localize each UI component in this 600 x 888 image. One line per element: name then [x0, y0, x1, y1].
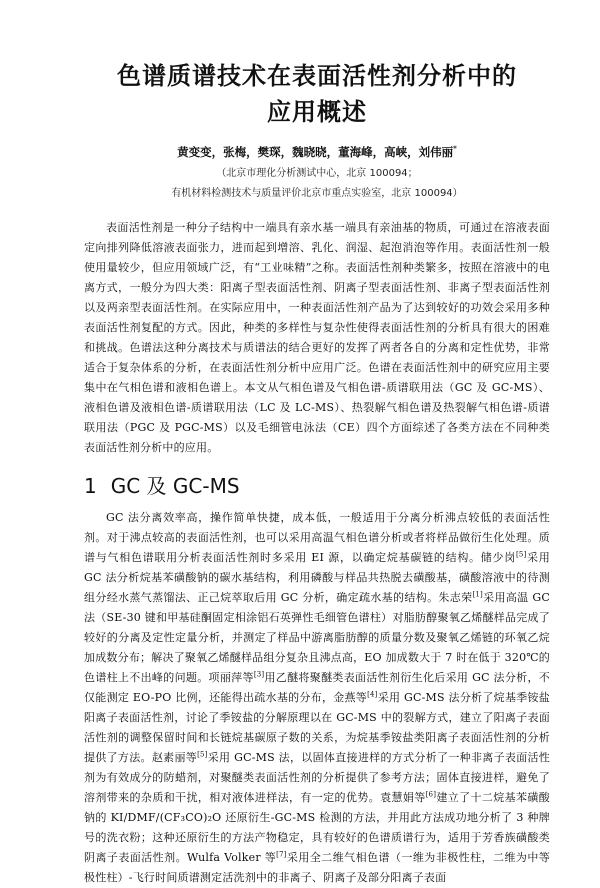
citation: [4] [367, 690, 378, 699]
citation: [5] [197, 750, 208, 759]
author-list [84, 144, 550, 160]
body-text: 采用 GC-MS 法，以固体直接进样的方式分析了一种非离子表面活性剂为有效成分的防蜡剂，对聚醚类表面活性剂的分析提供了参考方法；固体直接进样，避免了溶剂带来的杂质和干扰，相对液体进样法，有一定的优势。袁慧娟等 [84, 751, 551, 804]
body-text: 采用高温 GC 法（SE-30 键和甲基硅酮固定相涂铝石英弹性毛细管色谱柱）对脂肪醇聚氧乙烯醚样品完成了较好的分离及定性定量分析，并测定了样品中游离脂肪醇的质量分数及聚氧乙烯链的环氧乙烷加成数分布；解决了聚氧乙烯醚样品组分复杂且沸点高，EO 加成数大于 7 时在低于 320℃的色谱柱上不出峰的问题。项丽萍等 [84, 591, 550, 684]
section-number: 1 [84, 474, 97, 498]
body-text: 采用 GC-MS 法分析了烷基季铵盐阳离子表面活性剂，讨论了季铵盐的分解原理以在 GC-MS 中的裂解方式，建立了阳离子表面活性剂的调整保留时间和长链烷基碳原子数的关系，为烷基季铵盐类阳离子表面活性剂的分析提供了方法。赵素丽等 [84, 691, 550, 764]
author-names: 黄变变，张梅，樊琛，魏晓晓，董海峰，高峡，刘伟丽 [177, 145, 454, 159]
section-heading [84, 472, 550, 500]
corresponding-author-mark: * [453, 144, 457, 154]
affiliation-line-1: （北京市理化分析测试中心，北京 100094； [216, 168, 418, 179]
affiliation-line-2: 有机材料检测技术与质量评价北京市重点实验室，北京 100094） [171, 188, 463, 199]
section-title: GC 及 GC-MS [110, 474, 240, 498]
paper-page [0, 58, 600, 884]
citation: [6] [425, 790, 437, 799]
citation: [7] [276, 850, 287, 859]
body-text: 采用全二维气相色谱（一维为非极性柱，二维为中等极性柱）-飞行时间质谱测定活洗剂中的非离子、阴离子及部分阳离子表面 [84, 851, 550, 884]
citation: [3] [253, 670, 265, 679]
body-text: 建立了十二烷基苯磺酸钠的 KI/DMF/(CF₃CO)₂O 还原衍生-GC-MS 检测的方法，并用此方法成功地分析了 3 种牌号的洗衣粉；这种还原衍生的方法产物稳定，具有较好的色谱质谱行为，适用于芳香族磺酸类阴离子表面活性剂。Wulfa Volker 等 [84, 791, 551, 864]
title-line-2: 应用概述 [267, 97, 367, 126]
citation: [1] [472, 590, 483, 599]
paper-title [84, 58, 550, 130]
body-text: 用乙醚将聚醚类表面活性剂衍生化后采用 GC 法分析，不仅能测定 EO-PO 比例，还能得出疏水基的分布，金燕等 [84, 671, 550, 704]
title-line-1: 色谱质谱技术在表面活性剂分析中的 [117, 61, 517, 90]
citation: [5] [516, 550, 527, 559]
section-1-paragraph [84, 508, 550, 888]
body-text: 采用 GC 法分析烷基苯磺酸钠的碳水基结构，利用磷酸与样品共热脱去磺酸基，磺酸溶液中的待测组分经水蒸气蒸馏法、正己烷萃取后用 GC 分析，确定疏水基的结构。朱志荣 [84, 551, 550, 604]
body-text: GC 法分离效率高，操作简单快捷，成本低，一般适用于分离分析沸点较低的表面活性剂。对于沸点较高的表面活性剂，也可以采用高温气相色谱分析或者将样品做衍生化处理。质谱与气相色谱联用分析表面活性剂时多采用 EI 源，以确定烷基碳链的结构。储少岗 [84, 511, 550, 564]
intro-paragraph: 表面活性剂是一种分子结构中一端具有亲水基一端具有亲油基的物质，可通过在溶液表面定向排列降低溶液表面张力，进而起到增溶、乳化、润湿、起泡消泡等作用。表面活性剂一般使用量较少，但应用领域广泛，有“工业味精”之称。表面活性剂种类繁多，按照在溶液中的电离方式，一般分为四大类：阳离子型表面活性剂、阴离子型表面活性剂、非离子型表面活性剂以及两亲型表面活性剂。在实际应用中，一种表面活性剂产品为了达到较好的功效会采用多种表面活性剂复配的方式。因此，种类的多样性与复杂性使得表面活性剂的分析具有很大的困难和挑战。色谱法这种分离技术与质谱法的结合更好的发挥了两者各自的分离和定性优势，非常适合于复杂体系的分析，在表面活性剂分析中应用广泛。色谱在表面活性剂中的研究应用主要集中在气相色谱和液相色谱上。本文从气相色谱及气相色谱-质谱联用法（GC 及 GC-MS）、液相色谱及液相色谱-质谱联用法（LC 及 LC-MS）、热裂解气相色谱及热裂解气相色谱-质谱联用法（PGC 及 PGC-MS）以及毛细管电泳法（CE）四个方面综述了各类方法在不同种类表面活性剂分析中的应用。 [84, 221, 550, 454]
